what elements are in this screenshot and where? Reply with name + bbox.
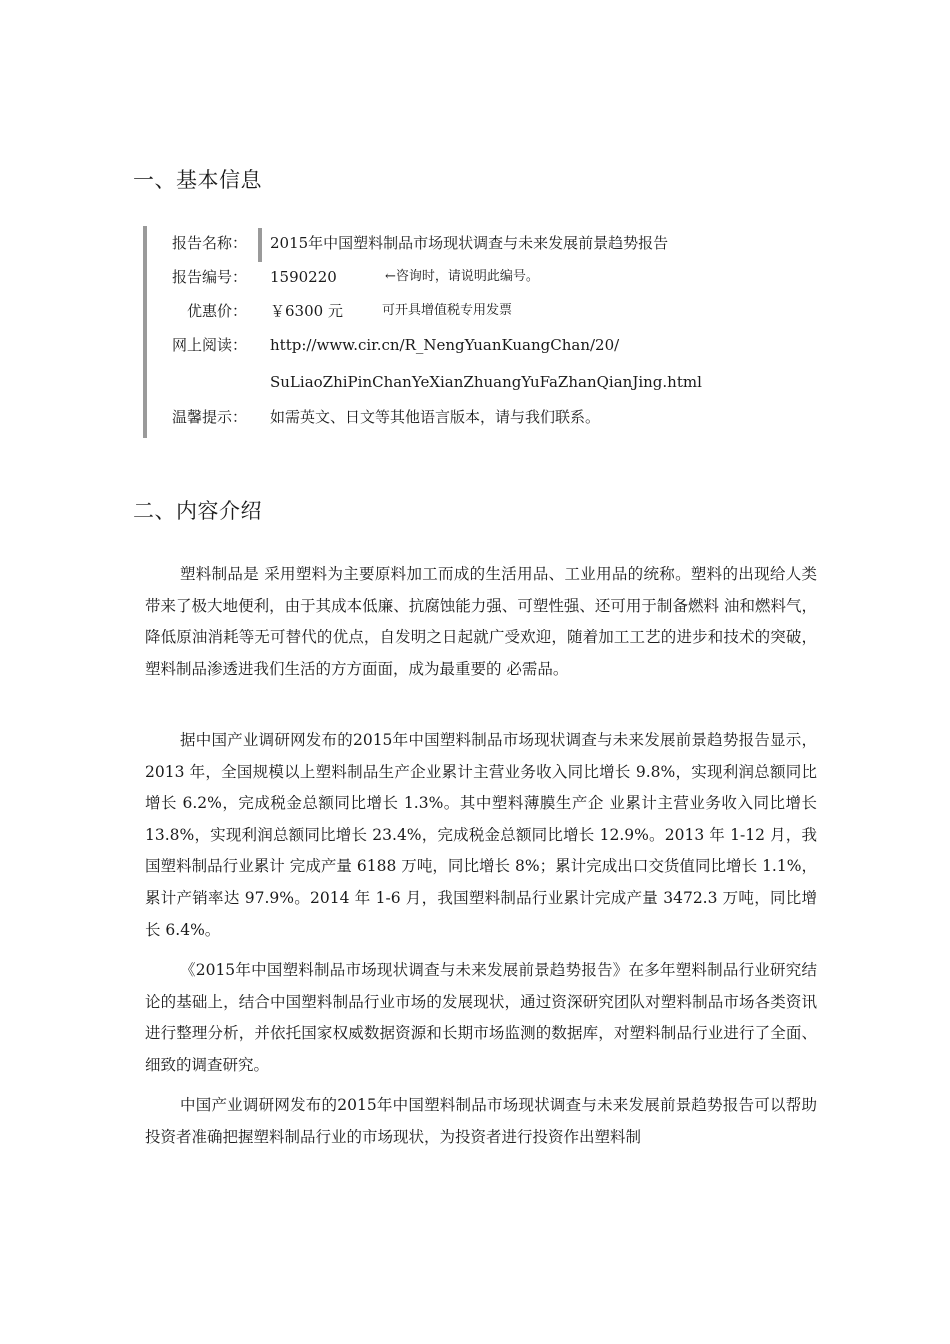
url-link-line1[interactable]: http://www.cir.cn/R_NengYuanKuangChan/20/ bbox=[270, 336, 620, 354]
section-title-basic-info: 一、基本信息 bbox=[133, 168, 262, 192]
intro-paragraph-2: 据中国产业调研网发布的2015年中国塑料制品市场现状调查与未来发展前景趋势报告显示，2013 年，全国规模以上塑料制品生产企业累计主营业务收入同比增长 9.8%，实现利润总额同比增长 6.2%，完成税金总额同比增长 1.3%。其中塑料薄膜生产企 业累计主营业务收入同比增长 13.8%，实现利润总额同比增长 23.4%，完成税金总额同比增长 12.9%。2013 年 1-12 月，我国塑料制品行业累计 完成产量 6188 万吨，同比增长 8%；累计完成出口交货值同比增长 1.1%，累计产销率达 97.9%。2014 年 1-6 月，我国塑料制品行业累计完成产量 3472.3 万吨，同比增长 6.4%。 bbox=[145, 731, 817, 939]
report-code-label: 报告编号： bbox=[171, 268, 247, 286]
report-info-box bbox=[143, 226, 847, 438]
url-label: 网上阅读： bbox=[171, 336, 247, 354]
section-title-content-intro: 二、内容介绍 bbox=[133, 499, 262, 523]
report-name-value: 2015年中国塑料制品市场现状调查与未来发展前景趋势报告 bbox=[270, 234, 669, 252]
intro-paragraph-3: 《2015年中国塑料制品市场现状调查与未来发展前景趋势报告》在多年塑料制品行业研究结论的基础上，结合中国塑料制品行业市场的发展现状，通过资深研究团队对塑料制品市场各类资讯进行整理分析，并依托国家权威数据资源和长期市场监测的数据库，对塑料制品行业进行了全面、细致的调查研究。 bbox=[145, 961, 817, 1074]
price-note: 可开具增值税专用发票 bbox=[382, 303, 513, 318]
report-name-label: 报告名称： bbox=[171, 234, 247, 252]
report-name-marker bbox=[258, 228, 262, 262]
price-label: 优惠价： bbox=[186, 302, 247, 320]
tip-label: 温馨提示： bbox=[171, 408, 247, 426]
tip-value: 如需英文、日文等其他语言版本，请与我们联系。 bbox=[270, 408, 601, 426]
report-code-note: ←咨询时，请说明此编号。 bbox=[385, 269, 539, 284]
report-code-value: 1590220 bbox=[270, 268, 337, 286]
intro-paragraph-1: 塑料制品是 采用塑料为主要原料加工而成的生活用品、工业用品的统称。塑料的出现给人类带来了极大地便利，由于其成本低廉、抗腐蚀能力强、可塑性强、还可用于制备燃料 油和燃料气，降低原油消耗等无可替代的优点，自发明之日起就广受欢迎，随着加工工艺的进步和技术的突破，塑料制品渗透进我们生活的方方面面，成为最重要的 必需品。 bbox=[145, 565, 817, 678]
price-value: ￥6300 元 bbox=[270, 302, 343, 320]
url-link-line2[interactable]: SuLiaoZhiPinChanYeXianZhuangYuFaZhanQianJing.html bbox=[270, 373, 702, 391]
intro-paragraph-4: 中国产业调研网发布的2015年中国塑料制品市场现状调查与未来发展前景趋势报告可以帮助投资者准确把握塑料制品行业的市场现状，为投资者进行投资作出塑料制 bbox=[145, 1096, 817, 1146]
